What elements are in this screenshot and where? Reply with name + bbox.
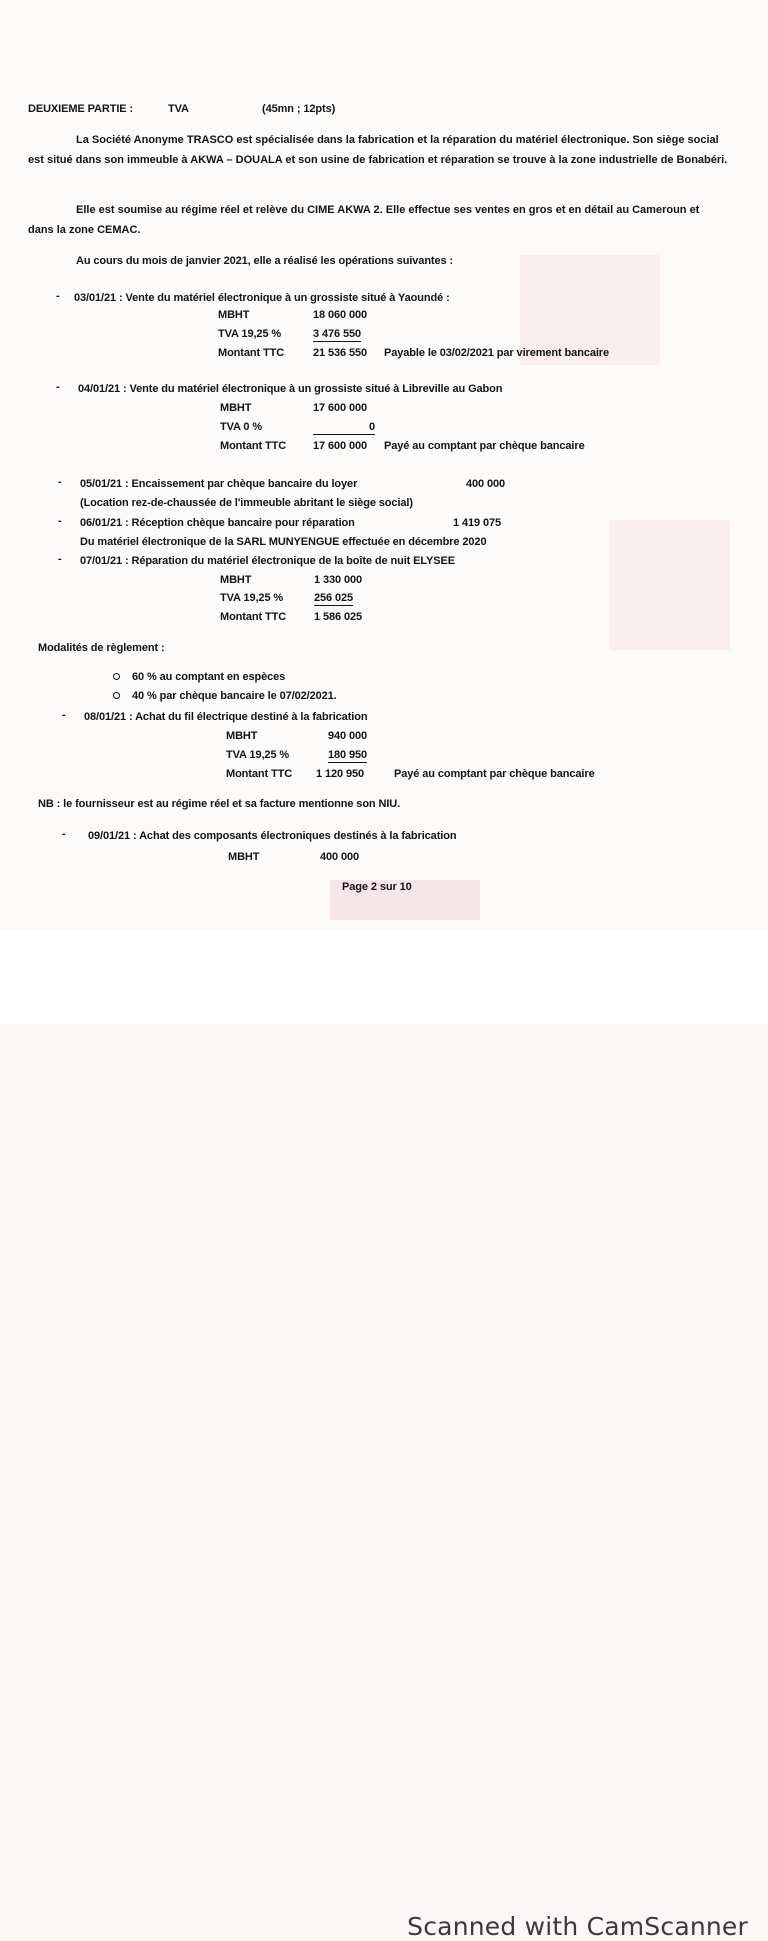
bullet-dash: - xyxy=(56,381,60,393)
intro-paragraph-1: La Société Anonyme TRASCO est spécialisée dans la fabrication et la réparation du matériel électronique. Son siège social est situé dans son immeuble à AKWA – DOUALA et son usine de fabrication et réparation se trouve à la zone industrielle de Bonabéri. xyxy=(28,134,728,166)
op5-label-ttc: Montant TTC xyxy=(220,611,287,623)
op4-subtitle: Du matériel électronique de la SARL MUNYENGUE effectuée en décembre 2020 xyxy=(80,536,487,548)
op1-payment-note: Payable le 03/02/2021 par virement bancaire xyxy=(384,347,610,359)
op2-value-ttc: 17 600 000 xyxy=(313,440,368,452)
scanner-footer xyxy=(0,930,768,1941)
op1-value-ttc: 21 536 550 xyxy=(313,347,368,359)
scanner-watermark: Scanned with CamScanner xyxy=(407,1912,748,1941)
op1-label-ttc: Montant TTC xyxy=(218,347,285,359)
op3-subtitle: (Location rez-de-chaussée de l'immeuble abritant le siège social) xyxy=(80,497,413,509)
bullet-dash: - xyxy=(58,515,62,527)
op5-value-mbht: 1 330 000 xyxy=(314,574,363,586)
op2-label-tva: TVA 0 % xyxy=(220,421,263,433)
op5-label-mbht: MBHT xyxy=(220,574,252,586)
bullet-dash: - xyxy=(58,476,62,488)
op5-value-ttc: 1 586 025 xyxy=(314,611,363,623)
op3-title: 05/01/21 : Encaissement par chèque bancaire du loyer xyxy=(80,478,358,490)
subject-heading: TVA xyxy=(168,103,189,115)
nb-note: NB : le fournisseur est au régime réel et sa facture mentionne son NIU. xyxy=(38,798,401,810)
intro-paragraph-3: Au cours du mois de janvier 2021, elle a réalisé les opérations suivantes : xyxy=(76,255,454,267)
bullet-dash: - xyxy=(62,709,66,721)
op5-label-tva: TVA 19,25 % xyxy=(220,592,284,604)
op6-label-mbht: MBHT xyxy=(226,730,258,742)
op2-label-ttc: Montant TTC xyxy=(220,440,287,452)
page-number: Page 2 sur 10 xyxy=(342,881,412,893)
op4-amount: 1 419 075 xyxy=(453,517,502,529)
op1-title: 03/01/21 : Vente du matériel électronique à un grossiste situé à Yaoundé : xyxy=(74,292,450,304)
op2-label-mbht: MBHT xyxy=(220,402,252,414)
op7-value-mbht: 400 000 xyxy=(320,851,360,863)
bullet-dash: - xyxy=(56,290,60,302)
circle-bullet-icon xyxy=(113,673,120,680)
reglement-item-1: 60 % au comptant en espèces xyxy=(132,671,286,683)
op1-label-mbht: MBHT xyxy=(218,309,250,321)
op1-value-mbht: 18 060 000 xyxy=(313,309,368,321)
op6-value-ttc: 1 120 950 xyxy=(316,768,365,780)
op6-title: 08/01/21 : Achat du fil électrique destiné à la fabrication xyxy=(84,711,368,723)
reglement-title: Modalités de règlement : xyxy=(38,642,165,654)
op5-title: 07/01/21 : Réparation du matériel électronique de la boîte de nuit ELYSEE xyxy=(80,555,455,567)
op6-value-tva: 180 950 xyxy=(328,749,368,761)
op1-value-tva: 3 476 550 xyxy=(313,328,362,340)
op2-value-mbht: 17 600 000 xyxy=(313,402,368,414)
op4-title: 06/01/21 : Réception chèque bancaire pour réparation xyxy=(80,517,355,529)
op5-value-tva: 256 025 xyxy=(314,592,354,604)
circle-bullet-icon xyxy=(113,692,120,699)
op2-title: 04/01/21 : Vente du matériel électronique à un grossiste situé à Libreville au Gabon xyxy=(78,383,503,395)
op2-payment-note: Payé au comptant par chèque bancaire xyxy=(384,440,585,452)
scanned-page xyxy=(0,0,768,930)
bleed-through-mark xyxy=(610,520,730,650)
op7-label-mbht: MBHT xyxy=(228,851,260,863)
op6-label-ttc: Montant TTC xyxy=(226,768,293,780)
reglement-item-2: 40 % par chèque bancaire le 07/02/2021. xyxy=(132,690,337,702)
op6-label-tva: TVA 19,25 % xyxy=(226,749,290,761)
op6-value-mbht: 940 000 xyxy=(328,730,368,742)
op6-payment-note: Payé au comptant par chèque bancaire xyxy=(394,768,595,780)
intro-paragraph-2: Elle est soumise au régime réel et relève du CIME AKWA 2. Elle effectue ses ventes en gros et en détail au Cameroun et dans la zone CEMAC. xyxy=(28,204,700,236)
op1-label-tva: TVA 19,25 % xyxy=(218,328,282,340)
duration: (45mn ; 12pts) xyxy=(262,103,336,115)
bullet-dash: - xyxy=(58,553,62,565)
op2-value-tva: 0 xyxy=(313,421,375,435)
bullet-dash: - xyxy=(62,828,66,840)
op3-amount: 400 000 xyxy=(466,478,506,490)
part-heading: DEUXIEME PARTIE : xyxy=(28,103,134,115)
op7-title: 09/01/21 : Achat des composants électroniques destinés à la fabrication xyxy=(88,830,457,842)
